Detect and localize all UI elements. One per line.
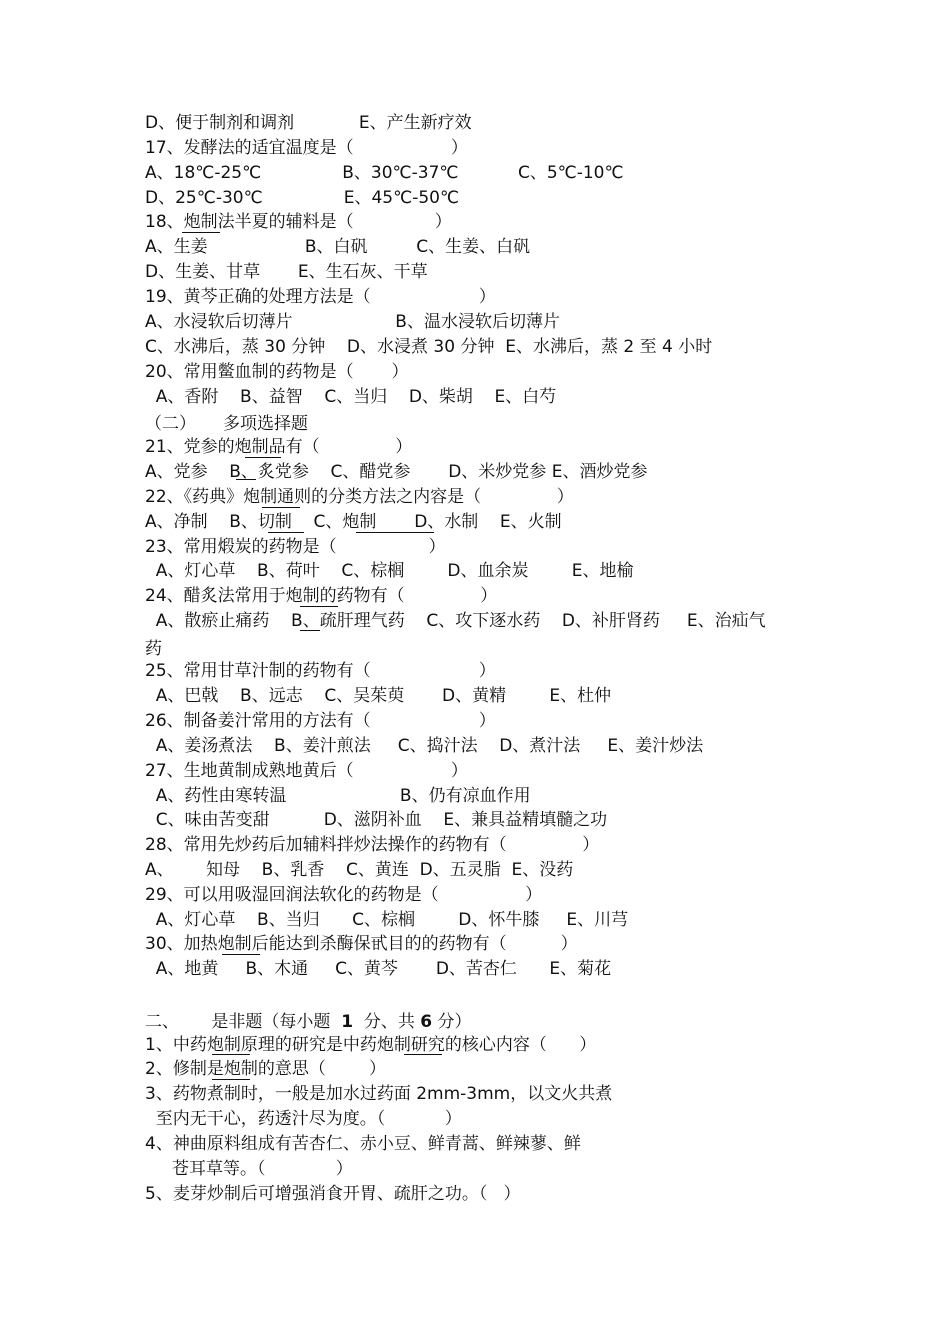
underline-mark xyxy=(262,507,300,508)
underline-mark xyxy=(404,1054,442,1055)
text-line: A、灯心草 B、荷叶 C、棕榈 D、血余炭 E、地榆 xyxy=(145,561,634,581)
text-line: 苍耳草等。（ ） xyxy=(145,1159,353,1179)
text-line: D、生姜、甘草 E、生石灰、干草 xyxy=(145,262,428,282)
question-25: 25、常用甘草汁制的药物有（ ） xyxy=(145,661,496,681)
question-26: 26、制备姜汁常用的方法有（ ） xyxy=(145,711,496,731)
section-prefix: 二、 是非题（每小题 xyxy=(145,1012,342,1032)
underline-mark xyxy=(236,479,256,480)
underline-mark xyxy=(245,457,281,458)
section-heading-true-false xyxy=(145,1010,472,1034)
tf-question-4: 4、神曲原料组成有苦杏仁、赤小豆、鲜青蒿、鲜辣蓼、鲜 xyxy=(145,1134,581,1154)
text-line: C、味由苦变甜 D、滋阴补血 E、兼具益精填髓之功 xyxy=(145,810,608,830)
question-17: 17、发酵法的适宜温度是（ ） xyxy=(145,138,468,158)
tf-question-2: 2、修制是炮制的意思（ ） xyxy=(145,1059,387,1079)
text-line: A、党参 B、炙党参 C、醋党参 D、米炒党参 E、酒炒党参 xyxy=(145,462,648,482)
question-22: 22、《药典》炮制通则的分类方法之内容是（ ） xyxy=(145,487,574,507)
question-24: 24、醋炙法常用于炮制的药物有（ ） xyxy=(145,586,498,606)
text-line: A、地黄 B、木通 C、黄芩 D、苦杏仁 E、菊花 xyxy=(145,959,612,979)
question-18: 18、炮制法半夏的辅料是（ ） xyxy=(145,212,452,232)
text-line: A、巴戟 B、远志 C、吴茱萸 D、黄精 E、杜仲 xyxy=(145,686,612,706)
tf-question-3: 3、药物煮制时，一般是加水过药面 2mm-3mm，以文火共煮 xyxy=(145,1084,613,1104)
underline-mark xyxy=(268,532,304,533)
underline-mark xyxy=(182,232,220,233)
question-28: 28、常用先炒药后加辅料拌炒法操作的药物有（ ） xyxy=(145,835,600,855)
question-27: 27、生地黄制成熟地黄后（ ） xyxy=(145,761,468,781)
text-line: D、25℃-30℃ E、45℃-50℃ xyxy=(145,188,460,208)
question-21: 21、党参的炮制品有（ ） xyxy=(145,437,413,457)
section-suffix: 分） xyxy=(432,1012,472,1032)
text-line: A、净制 B、切制 C、炮制 D、水制 E、火制 xyxy=(145,512,562,532)
question-20: 20、常用鳖血制的药物是（ ） xyxy=(145,362,409,382)
section-heading-multiple-choice: （二） 多项选择题 xyxy=(145,414,309,434)
text-line: C、水沸后，蒸 30 分钟 D、水浸煮 30 分钟 E、水沸后，蒸 2 至 4 小时 xyxy=(145,337,713,357)
underline-mark xyxy=(356,532,434,533)
text-line: A、 知母 B、乳香 C、黄连 D、五灵脂 E、没药 xyxy=(145,860,574,880)
text-line: A、姜汤煮法 B、姜汁煎法 C、捣汁法 D、煮汁法 E、姜汁炒法 xyxy=(145,736,704,756)
text-line: D、便于制剂和调剂 E、产生新疗效 xyxy=(145,113,472,133)
underline-mark xyxy=(212,1079,250,1080)
text-line: 至内无干心，药透汁尽为度。（ ） xyxy=(145,1109,462,1129)
points-each: 1 xyxy=(341,1012,354,1032)
text-line: A、18℃-25℃ B、30℃-37℃ C、5℃-10℃ xyxy=(145,163,624,183)
text-line: A、灯心草 B、当归 C、棕榈 D、怀牛膝 E、川芎 xyxy=(145,910,629,930)
section-mid: 分、共 xyxy=(353,1012,421,1032)
question-30: 30、加热炮制后能达到杀酶保甙目的的药物有（ ） xyxy=(145,934,578,954)
underline-mark xyxy=(212,1054,250,1055)
underline-mark xyxy=(300,630,320,631)
question-29: 29、可以用吸湿回润法软化的药物是（ ） xyxy=(145,885,543,905)
tf-question-1: 1、中药炮制原理的研究是中药炮制研究的核心内容（ ） xyxy=(145,1035,597,1055)
underline-mark xyxy=(222,954,260,955)
text-line: A、生姜 B、白矾 C、生姜、白矾 xyxy=(145,237,531,257)
text-line: A、药性由寒转温 B、仍有凉血作用 xyxy=(145,786,531,806)
question-19: 19、黄芩正确的处理方法是（ ） xyxy=(145,287,496,307)
question-23: 23、常用煅炭的药物是（ ） xyxy=(145,537,446,557)
text-line: A、水浸软后切薄片 B、温水浸软后切薄片 xyxy=(145,312,560,332)
text-line: A、散瘀止痛药 B、疏肝理气药 C、攻下逐水药 D、补肝肾药 E、治疝气 xyxy=(145,611,766,631)
tf-question-5: 5、麦芽炒制后可增强消食开胃、疏肝之功。（ ） xyxy=(145,1184,521,1204)
text-line: A、香附 B、益智 C、当归 D、柴胡 E、白芍 xyxy=(145,387,557,407)
points-total: 6 xyxy=(420,1012,433,1032)
text-line: 药 xyxy=(145,639,162,659)
underline-mark xyxy=(300,606,338,607)
